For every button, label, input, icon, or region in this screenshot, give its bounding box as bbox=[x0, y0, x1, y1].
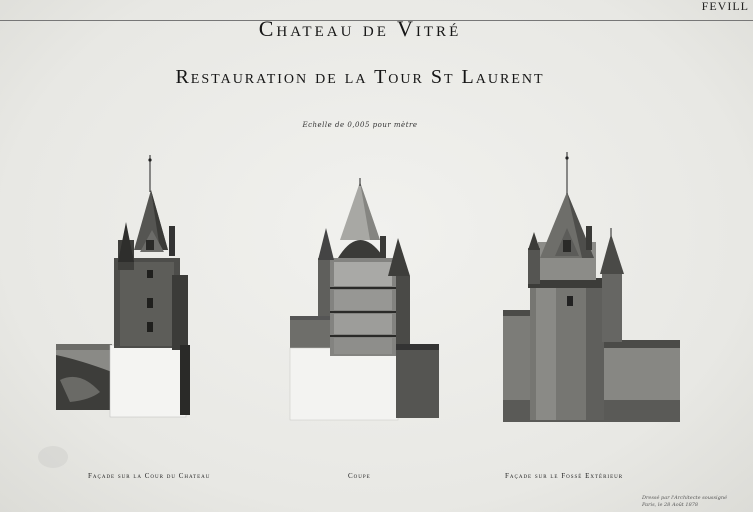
collection-stamp bbox=[38, 446, 68, 468]
signature-line-1: Dressé par l'Architecte soussigné bbox=[642, 495, 728, 501]
page-title: Chateau de Vitré bbox=[258, 16, 462, 41]
signature-line-2: Paris, le 28 Août 1878 bbox=[642, 502, 699, 508]
page-subtitle: Restauration de la Tour St Laurent bbox=[175, 66, 545, 88]
caption-facade-courtyard: Façade sur la Cour du Chateau bbox=[88, 472, 211, 480]
section-drawing bbox=[290, 178, 439, 420]
sheet-label: FEVILL bbox=[701, 0, 749, 13]
architect-signature bbox=[642, 495, 752, 509]
scale-note: Echelle de 0,005 pour mètre bbox=[302, 121, 418, 129]
facade-moat-drawing bbox=[503, 152, 680, 422]
caption-facade-moat: Façade sur le Fossé Extérieur bbox=[505, 472, 624, 480]
facade-courtyard-drawing bbox=[56, 155, 190, 417]
caption-section: Coupe bbox=[348, 472, 371, 480]
